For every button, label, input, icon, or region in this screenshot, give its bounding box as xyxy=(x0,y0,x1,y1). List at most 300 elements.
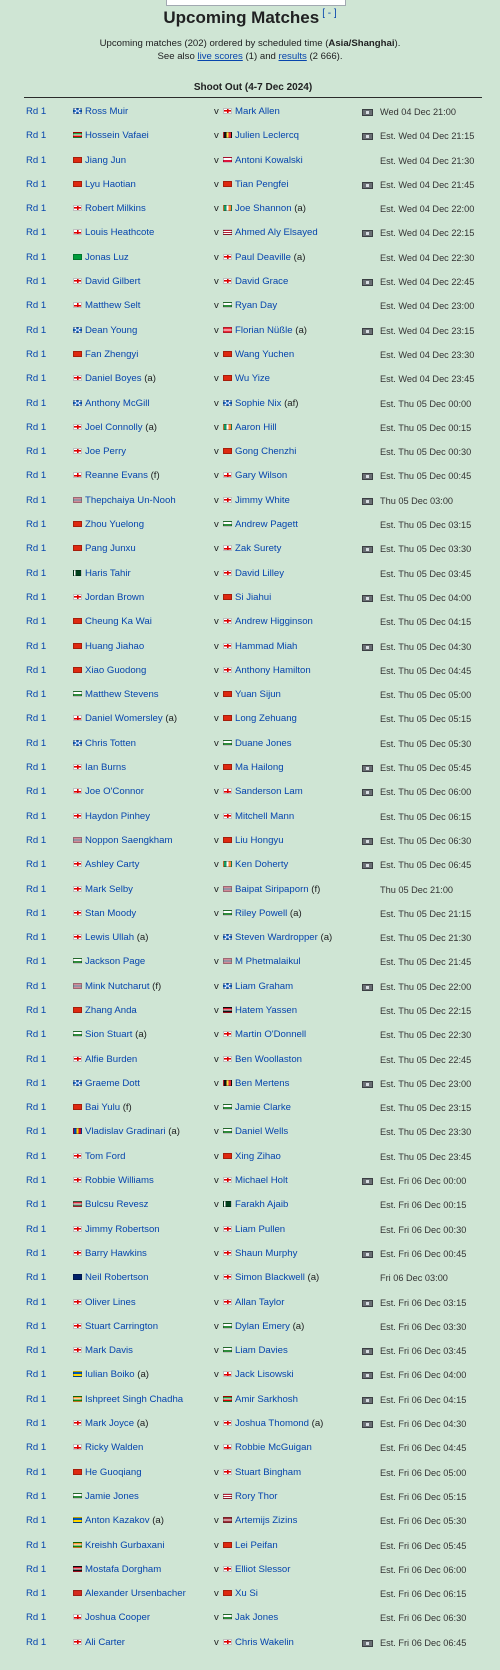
round-link[interactable]: Rd 1 xyxy=(26,154,47,166)
match-row xyxy=(0,416,500,440)
player-1-link[interactable]: Fan Zhengyi xyxy=(85,348,139,360)
player-1 xyxy=(73,319,137,343)
player-1-link[interactable]: Pang Junxu xyxy=(85,543,136,555)
player-1-link[interactable]: Alexander Ursenbacher xyxy=(85,1588,186,1600)
player-2-link[interactable]: Joe Shannon xyxy=(235,203,292,215)
round-link[interactable]: Rd 1 xyxy=(26,1515,47,1527)
match-row xyxy=(0,343,500,367)
player-1-link[interactable]: Oliver Lines xyxy=(85,1296,136,1308)
player-1-link[interactable]: Iulian Boiko xyxy=(85,1369,135,1381)
flag-icon xyxy=(223,1614,232,1620)
player-2 xyxy=(223,197,306,221)
round-link[interactable]: Rd 1 xyxy=(26,421,47,433)
match-row xyxy=(0,829,500,853)
round-link[interactable]: Rd 1 xyxy=(26,300,47,312)
player-2-link[interactable]: Mitchell Mann xyxy=(235,810,295,822)
player-1-link[interactable]: Vladislav Gradinari xyxy=(85,1126,166,1138)
player-1-link[interactable]: Stuart Carrington xyxy=(85,1320,159,1332)
match-row xyxy=(0,902,500,926)
player-2-link[interactable]: David Lilley xyxy=(235,567,285,579)
player-2 xyxy=(223,537,281,561)
player-2-link[interactable]: Baipat Siripaporn xyxy=(235,883,309,895)
round-link[interactable]: Rd 1 xyxy=(26,227,47,239)
player-2-link[interactable]: David Grace xyxy=(235,276,289,288)
match-row xyxy=(0,149,500,173)
player-1-link[interactable]: Anton Kazakov xyxy=(85,1515,150,1527)
player-2-link[interactable]: Ahmed Aly Elsayed xyxy=(235,227,318,239)
player-1-link[interactable]: Xiao Guodong xyxy=(85,664,147,676)
round-link[interactable]: Rd 1 xyxy=(26,1466,47,1478)
intro-line-2: See also live scores (1) and results (2 666). xyxy=(157,51,343,62)
player-2-link[interactable]: Ben Woollaston xyxy=(235,1053,303,1065)
player-2-link[interactable]: Liam Davies xyxy=(235,1345,288,1357)
round-link[interactable]: Rd 1 xyxy=(26,1272,47,1284)
player-2 xyxy=(223,100,280,124)
player-1-link[interactable]: Zhang Anda xyxy=(85,1004,137,1016)
player-1-link[interactable]: Zhou Yuelong xyxy=(85,519,145,531)
player-2-link[interactable]: Xing Zihao xyxy=(235,1150,281,1162)
player-2 xyxy=(223,1606,278,1630)
player-1 xyxy=(73,878,133,902)
flag-icon xyxy=(223,1420,232,1426)
player-2-link[interactable]: Julien Leclercq xyxy=(235,130,299,142)
flag-icon xyxy=(73,424,82,430)
versus-label: v xyxy=(214,567,219,579)
player-1-link[interactable]: Kreishh Gurbaxani xyxy=(85,1539,165,1551)
player-2-link[interactable]: Tian Pengfei xyxy=(235,178,289,190)
player-2-link[interactable]: Aaron Hill xyxy=(235,421,277,433)
player-2-link[interactable]: Amir Sarkhosh xyxy=(235,1393,298,1405)
player-2-status: (a) xyxy=(292,324,307,336)
player-2-link[interactable]: Ken Doherty xyxy=(235,859,289,871)
player-1-link[interactable]: Joe O'Connor xyxy=(85,786,144,798)
player-2-link[interactable]: Xu Si xyxy=(235,1588,258,1600)
round-link[interactable]: Rd 1 xyxy=(26,1004,47,1016)
player-1 xyxy=(73,1606,150,1630)
flag-icon xyxy=(223,205,232,211)
scheduled-time: Est. Fri 06 Dec 05:45 xyxy=(380,1540,467,1551)
versus-label: v xyxy=(214,1369,219,1381)
player-1 xyxy=(73,610,152,634)
player-2-link[interactable]: Gary Wilson xyxy=(235,470,288,482)
player-2 xyxy=(223,1363,294,1387)
match-row xyxy=(0,732,500,756)
flag-icon xyxy=(223,424,232,430)
match-row xyxy=(0,975,500,999)
player-1-link[interactable]: Huang Jiahao xyxy=(85,640,145,652)
player-2 xyxy=(223,1193,288,1217)
round-link[interactable]: Rd 1 xyxy=(26,591,47,603)
scheduled-time: Est. Wed 04 Dec 23:00 xyxy=(380,301,475,312)
tv-icon xyxy=(362,279,373,286)
flag-icon xyxy=(223,1250,232,1256)
flag-icon xyxy=(223,958,232,964)
round-link[interactable]: Rd 1 xyxy=(26,1053,47,1065)
scheduled-time: Est. Thu 05 Dec 04:15 xyxy=(380,617,472,628)
player-2-link[interactable]: Anthony Hamilton xyxy=(235,664,311,676)
player-1-link[interactable]: Daniel Womersley xyxy=(85,713,163,725)
round-link[interactable]: Rd 1 xyxy=(26,1247,47,1259)
player-2 xyxy=(223,173,289,197)
player-1-link[interactable]: Matthew Selt xyxy=(85,300,141,312)
player-1-link[interactable]: Anthony McGill xyxy=(85,397,150,409)
flag-icon xyxy=(223,764,232,770)
round-link[interactable]: Rd 1 xyxy=(26,1223,47,1235)
player-1-status: (a) xyxy=(134,1418,149,1430)
collapse-toggle[interactable]: [ - ] xyxy=(322,8,337,19)
player-1-link[interactable]: Jordan Brown xyxy=(85,591,145,603)
round-link[interactable]: Rd 1 xyxy=(26,956,47,968)
scheduled-time: Est. Thu 05 Dec 22:00 xyxy=(380,981,472,992)
player-1-link[interactable]: Thepchaiya Un-Nooh xyxy=(85,494,176,506)
round-link[interactable]: Rd 1 xyxy=(26,203,47,215)
flag-icon xyxy=(223,351,232,357)
round-link[interactable]: Rd 1 xyxy=(26,178,47,190)
player-2-link[interactable]: Sanderson Lam xyxy=(235,786,303,798)
round-link[interactable]: Rd 1 xyxy=(26,130,47,142)
player-1-link[interactable]: Mark Joyce xyxy=(85,1418,135,1430)
player-1-link[interactable]: Noppon Saengkham xyxy=(85,834,173,846)
scheduled-time: Est. Fri 06 Dec 05:30 xyxy=(380,1516,467,1527)
player-1-link[interactable]: Dean Young xyxy=(85,324,138,336)
player-2-link[interactable]: Stuart Bingham xyxy=(235,1466,302,1478)
player-2-link[interactable]: Michael Holt xyxy=(235,1175,288,1187)
player-1-link[interactable]: Robert Milkins xyxy=(85,203,146,215)
player-2-link[interactable]: Liu Hongyu xyxy=(235,834,284,846)
flag-icon xyxy=(73,351,82,357)
player-2-link[interactable]: Liam Graham xyxy=(235,980,294,992)
player-1 xyxy=(73,707,177,731)
player-1 xyxy=(73,197,146,221)
round-link[interactable]: Rd 1 xyxy=(26,616,47,628)
player-2-status: (a) xyxy=(291,203,306,215)
match-row xyxy=(0,197,500,221)
match-row xyxy=(0,805,500,829)
player-2-link[interactable]: Sophie Nix xyxy=(235,397,282,409)
flag-icon xyxy=(223,1104,232,1110)
scheduled-time: Est. Thu 05 Dec 23:30 xyxy=(380,1127,472,1138)
round-link[interactable]: Rd 1 xyxy=(26,762,47,774)
round-link[interactable]: Rd 1 xyxy=(26,859,47,871)
round-link[interactable]: Rd 1 xyxy=(26,446,47,458)
versus-label: v xyxy=(214,1004,219,1016)
player-1-link[interactable]: Joshua Cooper xyxy=(85,1612,151,1624)
round-link[interactable]: Rd 1 xyxy=(26,1612,47,1624)
scheduled-time: Est. Fri 06 Dec 06:00 xyxy=(380,1564,467,1575)
round-link[interactable]: Rd 1 xyxy=(26,348,47,360)
player-2-link[interactable]: Andrew Pagett xyxy=(235,519,298,531)
player-1-link[interactable]: Lewis Ullah xyxy=(85,932,135,944)
player-2-link[interactable]: Jack Lisowski xyxy=(235,1369,294,1381)
player-1-link[interactable]: Barry Hawkins xyxy=(85,1247,147,1259)
player-2-link[interactable]: Dylan Emery xyxy=(235,1320,290,1332)
player-1-link[interactable]: Hossein Vafaei xyxy=(85,130,149,142)
player-2-link[interactable]: Steven Wardropper xyxy=(235,932,318,944)
player-1-link[interactable]: Louis Heathcote xyxy=(85,227,155,239)
player-2-link[interactable]: Robbie McGuigan xyxy=(235,1442,312,1454)
player-2-link[interactable]: Florian Nüßle xyxy=(235,324,293,336)
live-scores-link[interactable]: live scores xyxy=(197,51,243,62)
round-link[interactable]: Rd 1 xyxy=(26,810,47,822)
player-2-link[interactable]: Farakh Ajaib xyxy=(235,1199,289,1211)
round-link[interactable]: Rd 1 xyxy=(26,1077,47,1089)
player-1 xyxy=(73,562,131,586)
scheduled-time: Est. Thu 05 Dec 05:00 xyxy=(380,690,472,701)
player-1-link[interactable]: Alfie Burden xyxy=(85,1053,138,1065)
player-1 xyxy=(73,975,161,999)
scheduled-time: Est. Thu 05 Dec 04:30 xyxy=(380,641,472,652)
player-1 xyxy=(73,1193,148,1217)
round-link[interactable]: Rd 1 xyxy=(26,1199,47,1211)
player-1 xyxy=(73,489,176,513)
player-2-link[interactable]: Long Zehuang xyxy=(235,713,297,725)
player-1-link[interactable]: Haris Tahir xyxy=(85,567,131,579)
player-2-link[interactable]: Joshua Thomond xyxy=(235,1418,309,1430)
round-link[interactable]: Rd 1 xyxy=(26,1563,47,1575)
player-2 xyxy=(223,1339,288,1363)
player-1-link[interactable]: Jiang Jun xyxy=(85,154,127,166)
round-link[interactable]: Rd 1 xyxy=(26,932,47,944)
player-2-link[interactable]: Paul Deaville xyxy=(235,251,291,263)
player-2-status: (a) xyxy=(317,932,333,944)
player-1-link[interactable]: Tom Ford xyxy=(85,1150,126,1162)
player-1-link[interactable]: Jackson Page xyxy=(85,956,146,968)
player-1-link[interactable]: Mark Selby xyxy=(85,883,133,895)
round-link[interactable]: Rd 1 xyxy=(26,373,47,385)
flag-icon xyxy=(73,327,82,333)
player-2 xyxy=(223,756,284,780)
player-1-link[interactable]: Mostafa Dorgham xyxy=(85,1563,162,1575)
player-1-link[interactable]: Ricky Walden xyxy=(85,1442,144,1454)
player-1-link[interactable]: Chris Totten xyxy=(85,737,137,749)
player-2-link[interactable]: Gong Chenzhi xyxy=(235,446,297,458)
player-2-link[interactable]: Wang Yuchen xyxy=(235,348,295,360)
player-1-link[interactable]: Lyu Haotian xyxy=(85,178,136,190)
player-2-link[interactable]: Riley Powell xyxy=(235,907,288,919)
player-1-link[interactable]: He Guoqiang xyxy=(85,1466,142,1478)
round-link[interactable]: Rd 1 xyxy=(26,1588,47,1600)
flag-icon xyxy=(223,934,232,940)
round-link[interactable]: Rd 1 xyxy=(26,1636,47,1648)
versus-label: v xyxy=(214,397,219,409)
player-1-link[interactable]: Bulcsu Revesz xyxy=(85,1199,149,1211)
versus-label: v xyxy=(214,300,219,312)
player-2 xyxy=(223,221,318,245)
scheduled-time: Est. Wed 04 Dec 21:15 xyxy=(380,131,475,142)
player-2 xyxy=(223,343,294,367)
flag-icon xyxy=(223,1080,232,1086)
round-link[interactable]: Rd 1 xyxy=(26,1393,47,1405)
flag-icon xyxy=(73,910,82,916)
scheduled-time: Est. Fri 06 Dec 03:45 xyxy=(380,1346,467,1357)
search-box-edge[interactable] xyxy=(166,0,346,6)
player-1-link[interactable]: Jamie Jones xyxy=(85,1490,139,1502)
player-2-link[interactable]: Shaun Murphy xyxy=(235,1247,298,1259)
round-link[interactable]: Rd 1 xyxy=(26,713,47,725)
round-link[interactable]: Rd 1 xyxy=(26,1320,47,1332)
round-link[interactable]: Rd 1 xyxy=(26,543,47,555)
player-1-link[interactable]: Ashley Carty xyxy=(85,859,140,871)
versus-label: v xyxy=(214,1442,219,1454)
player-2-link[interactable]: Liam Pullen xyxy=(235,1223,286,1235)
player-2 xyxy=(223,1631,294,1655)
versus-label: v xyxy=(214,1588,219,1600)
player-2-link[interactable]: Wu Yize xyxy=(235,373,271,385)
player-2-link[interactable]: Ben Mertens xyxy=(235,1077,290,1089)
player-2-link[interactable]: Jamie Clarke xyxy=(235,1102,291,1114)
flag-icon xyxy=(223,1031,232,1037)
round-link[interactable]: Rd 1 xyxy=(26,1539,47,1551)
round-link[interactable]: Rd 1 xyxy=(26,1418,47,1430)
player-2 xyxy=(223,416,277,440)
versus-label: v xyxy=(214,956,219,968)
player-2-link[interactable]: Ma Hailong xyxy=(235,762,284,774)
player-2-link[interactable]: Martin O'Donnell xyxy=(235,1029,307,1041)
round-link[interactable]: Rd 1 xyxy=(26,470,47,482)
round-link[interactable]: Rd 1 xyxy=(26,1345,47,1357)
flag-icon xyxy=(73,958,82,964)
versus-label: v xyxy=(214,154,219,166)
player-2-link[interactable]: Andrew Higginson xyxy=(235,616,313,628)
versus-label: v xyxy=(214,1539,219,1551)
player-1-link[interactable]: Jimmy Robertson xyxy=(85,1223,160,1235)
player-2-link[interactable]: Jimmy White xyxy=(235,494,290,506)
scheduled-time: Est. Thu 05 Dec 22:30 xyxy=(380,1030,472,1041)
player-2-link[interactable]: M Phetmalaikul xyxy=(235,956,301,968)
player-2-link[interactable]: Artemijs Zizins xyxy=(235,1515,298,1527)
player-2-link[interactable]: Si Jiahui xyxy=(235,591,272,603)
player-2-link[interactable]: Elliot Slessor xyxy=(235,1563,291,1575)
player-1-link[interactable]: Ian Burns xyxy=(85,762,127,774)
player-1-link[interactable]: Ross Muir xyxy=(85,106,129,117)
player-1-link[interactable]: Mink Nutcharut xyxy=(85,980,150,992)
round-link[interactable]: Rd 1 xyxy=(26,106,47,117)
flag-icon xyxy=(73,1323,82,1329)
scheduled-time: Est. Fri 06 Dec 00:45 xyxy=(380,1248,467,1259)
player-1-link[interactable]: Haydon Pinhey xyxy=(85,810,151,822)
round-link[interactable]: Rd 1 xyxy=(26,689,47,701)
round-link[interactable]: Rd 1 xyxy=(26,640,47,652)
player-1-link[interactable]: Graeme Dott xyxy=(85,1077,140,1089)
player-1-link[interactable]: Joe Perry xyxy=(85,446,127,458)
round-link[interactable]: Rd 1 xyxy=(26,567,47,579)
player-2-link[interactable]: Chris Wakelin xyxy=(235,1636,294,1648)
player-1-link[interactable]: David Gilbert xyxy=(85,276,141,288)
player-2-link[interactable]: Simon Blackwell xyxy=(235,1272,305,1284)
flag-icon xyxy=(73,594,82,600)
player-1 xyxy=(73,513,144,537)
match-row xyxy=(0,464,500,488)
round-link[interactable]: Rd 1 xyxy=(26,664,47,676)
player-1-link[interactable]: Daniel Boyes xyxy=(85,373,142,385)
player-1-link[interactable]: Bai Yulu xyxy=(85,1102,121,1114)
round-link[interactable]: Rd 1 xyxy=(26,397,47,409)
flag-icon xyxy=(223,1517,232,1523)
tv-icon xyxy=(362,546,373,553)
player-1-link[interactable]: Matthew Stevens xyxy=(85,689,159,701)
player-1-link[interactable]: Reanne Evans xyxy=(85,470,148,482)
round-link[interactable]: Rd 1 xyxy=(26,1150,47,1162)
round-link[interactable]: Rd 1 xyxy=(26,251,47,263)
results-link[interactable]: results xyxy=(278,51,307,62)
round-link[interactable]: Rd 1 xyxy=(26,519,47,531)
player-1-link[interactable]: Neil Robertson xyxy=(85,1272,149,1284)
round-link[interactable]: Rd 1 xyxy=(26,980,47,992)
player-2-link[interactable]: Hammad Miah xyxy=(235,640,298,652)
player-2-link[interactable]: Mark Allen xyxy=(235,106,280,117)
flag-icon xyxy=(223,1323,232,1329)
round-link[interactable]: Rd 1 xyxy=(26,1442,47,1454)
versus-label: v xyxy=(214,421,219,433)
round-link[interactable]: Rd 1 xyxy=(26,1369,47,1381)
match-row xyxy=(0,1145,500,1169)
round-link[interactable]: Rd 1 xyxy=(26,494,47,506)
flag-icon xyxy=(223,594,232,600)
player-2-link[interactable]: Ryan Day xyxy=(235,300,278,312)
round-link[interactable]: Rd 1 xyxy=(26,1126,47,1138)
player-2-link[interactable]: Hatem Yassen xyxy=(235,1004,298,1016)
match-row xyxy=(0,221,500,245)
round-link[interactable]: Rd 1 xyxy=(26,324,47,336)
round-link[interactable]: Rd 1 xyxy=(26,883,47,895)
player-2-link[interactable]: Zak Surety xyxy=(235,543,282,555)
player-1-link[interactable]: Ali Carter xyxy=(85,1636,125,1648)
flag-icon xyxy=(223,1007,232,1013)
round-link[interactable]: Rd 1 xyxy=(26,1296,47,1308)
round-link[interactable]: Rd 1 xyxy=(26,907,47,919)
player-1 xyxy=(73,926,148,950)
player-1-link[interactable]: Stan Moody xyxy=(85,907,137,919)
player-1 xyxy=(73,1461,142,1485)
player-1 xyxy=(73,999,137,1023)
round-link[interactable]: Rd 1 xyxy=(26,276,47,288)
match-row xyxy=(0,756,500,780)
player-2-link[interactable]: Daniel Wells xyxy=(235,1126,289,1138)
round-link[interactable]: Rd 1 xyxy=(26,737,47,749)
player-1-link[interactable]: Sion Stuart xyxy=(85,1029,133,1041)
round-link[interactable]: Rd 1 xyxy=(26,1029,47,1041)
round-link[interactable]: Rd 1 xyxy=(26,786,47,798)
flag-icon xyxy=(73,448,82,454)
player-2 xyxy=(223,780,303,804)
player-2-link[interactable]: Jak Jones xyxy=(235,1612,279,1624)
player-1-link[interactable]: Joel Connolly xyxy=(85,421,143,433)
flag-icon xyxy=(223,1299,232,1305)
match-row xyxy=(0,780,500,804)
round-link[interactable]: Rd 1 xyxy=(26,1490,47,1502)
versus-label: v xyxy=(214,130,219,142)
scheduled-time: Est. Fri 06 Dec 05:00 xyxy=(380,1467,467,1478)
round-link[interactable]: Rd 1 xyxy=(26,1102,47,1114)
round-link[interactable]: Rd 1 xyxy=(26,1175,47,1187)
player-1-link[interactable]: Ishpreet Singh Chadha xyxy=(85,1393,184,1405)
player-2-link[interactable]: Rory Thor xyxy=(235,1490,278,1502)
player-2-link[interactable]: Duane Jones xyxy=(235,737,292,749)
player-2-link[interactable]: Antoni Kowalski xyxy=(235,154,303,166)
player-2-link[interactable]: Yuan Sijun xyxy=(235,689,281,701)
round-link[interactable]: Rd 1 xyxy=(26,834,47,846)
player-1-link[interactable]: Mark Davis xyxy=(85,1345,133,1357)
player-2-link[interactable]: Lei Peifan xyxy=(235,1539,278,1551)
player-1-link[interactable]: Jonas Luz xyxy=(85,251,129,263)
scheduled-time: Est. Wed 04 Dec 21:45 xyxy=(380,179,475,190)
flag-icon xyxy=(73,643,82,649)
flag-icon xyxy=(73,1542,82,1548)
player-2-link[interactable]: Allan Taylor xyxy=(235,1296,285,1308)
player-2 xyxy=(223,975,293,999)
player-1-link[interactable]: Cheung Ka Wai xyxy=(85,616,152,628)
player-1-link[interactable]: Robbie Williams xyxy=(85,1175,154,1187)
